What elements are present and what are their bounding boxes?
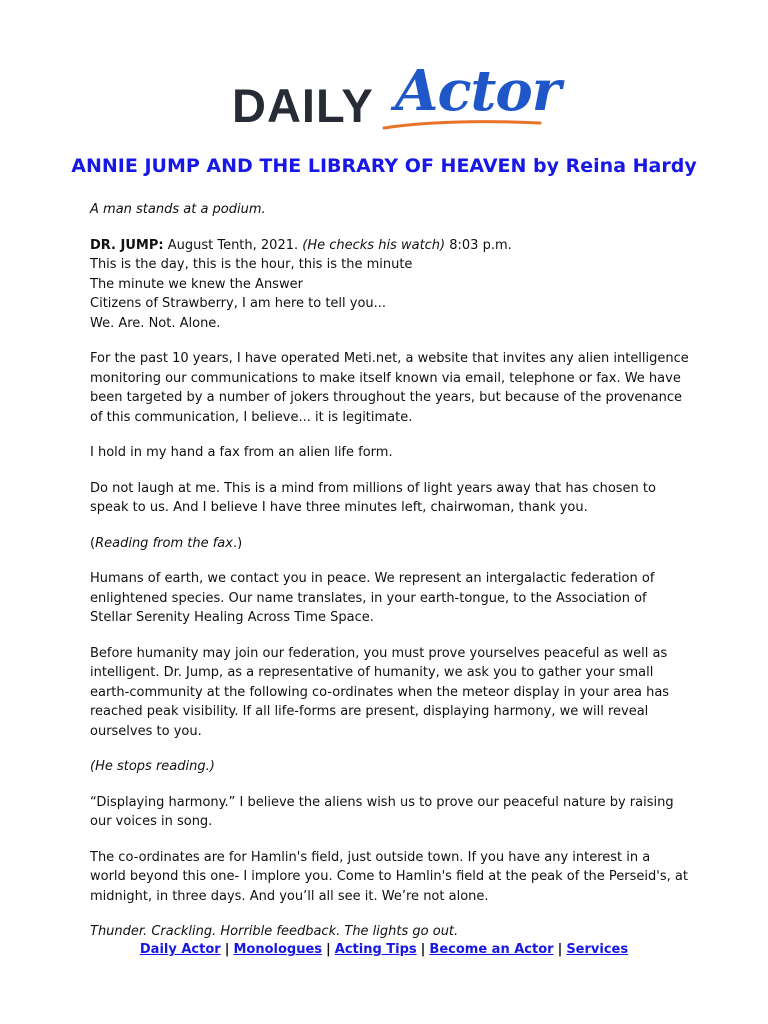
footer-separator: | xyxy=(224,942,230,957)
opening-line-4: Citizens of Strawberry, I am here to tell you... xyxy=(90,296,387,311)
page-title: ANNIE JUMP AND THE LIBRARY OF HEAVEN by Reina Hardy xyxy=(71,155,697,177)
paragraph: “Displaying harmony.” I believe the aliens wish us to prove our peaceful nature by raising our voices in song. xyxy=(90,794,674,829)
speaker-name: DR. JUMP: xyxy=(90,237,164,253)
footer-link-daily-actor[interactable]: Daily Actor xyxy=(139,942,221,957)
stage-direction-reading: (Reading from the fax.) xyxy=(90,535,243,551)
paragraph: For the past 10 years, I have operated Meti.net, a website that invites any alien intelligence monitoring our communications to make itself known via email, telephone or fax. We have been targeted by a number of jokers throughout the years, but because of the provenance of this communication, I believe... it is legitimate. xyxy=(90,351,689,425)
footer-link-become-an-actor[interactable]: Become an Actor xyxy=(429,942,554,957)
footer-separator: | xyxy=(326,942,331,957)
daily-actor-logo[interactable] xyxy=(232,52,561,138)
stage-direction-stops: (He stops reading.) xyxy=(90,759,215,774)
stage-direction-watch: (He checks his watch) xyxy=(302,237,446,253)
opening-line-3: The minute we knew the Answer xyxy=(90,276,303,292)
stage-direction-ending: Thunder. Crackling. Horrible feedback. The lights go out. xyxy=(90,924,459,939)
logo-word-actor: Actor xyxy=(395,58,561,124)
stage-direction: A man stands at a podium. xyxy=(90,202,266,217)
footer-link-acting-tips[interactable]: Acting Tips xyxy=(334,942,417,957)
opening-time: 8:03 p.m. xyxy=(445,237,512,253)
footer-link-monologues[interactable]: Monologues xyxy=(233,942,323,957)
paragraph: I hold in my hand a fax from an alien life form. xyxy=(90,445,393,460)
footer-separator: | xyxy=(557,942,563,957)
footer-separator: | xyxy=(420,942,426,957)
footer-nav xyxy=(0,942,768,957)
paragraph-opening xyxy=(90,236,690,334)
opening-date: August Tenth, 2021. xyxy=(163,237,303,253)
paragraph: Humans of earth, we contact you in peace. We represent an intergalactic federation of enlightened species. Our name translates, in your earth-tongue, to the Association of Stellar Serenity Healing Across Time Space. xyxy=(90,571,655,625)
footer-link-services[interactable]: Services xyxy=(566,942,629,957)
paragraph: Before humanity may join our federation, you must prove yourselves peaceful as well as intelligent. Dr. Jump, as a representative of humanity, we ask you to gather your small earth-community at the following co-ordinates when the meteor display in your area has reached peak visibility. If all life-forms are present, displaying harmony, we will reveal ourselves to you. xyxy=(90,645,670,739)
paragraph: Do not laugh at me. This is a mind from millions of light years away that has chosen to speak to us. And I believe I have three minutes left, chairwoman, thank you. xyxy=(90,480,656,515)
opening-line-5: We. Are. Not. Alone. xyxy=(90,315,221,331)
paragraph: The co-ordinates are for Hamlin's field, just outside town. If you have any interest in a world beyond this one- I implore you. Come to Hamlin's field at the peak of the Perseid's, at midnight, in three days. And you’ll all see it. We’re not alone. xyxy=(90,849,688,904)
logo-swoosh-icon xyxy=(382,118,542,132)
logo-word-daily: DAILY xyxy=(232,79,374,132)
monologue-text xyxy=(90,200,690,958)
opening-line-2: This is the day, this is the hour, this is the minute xyxy=(90,257,413,272)
